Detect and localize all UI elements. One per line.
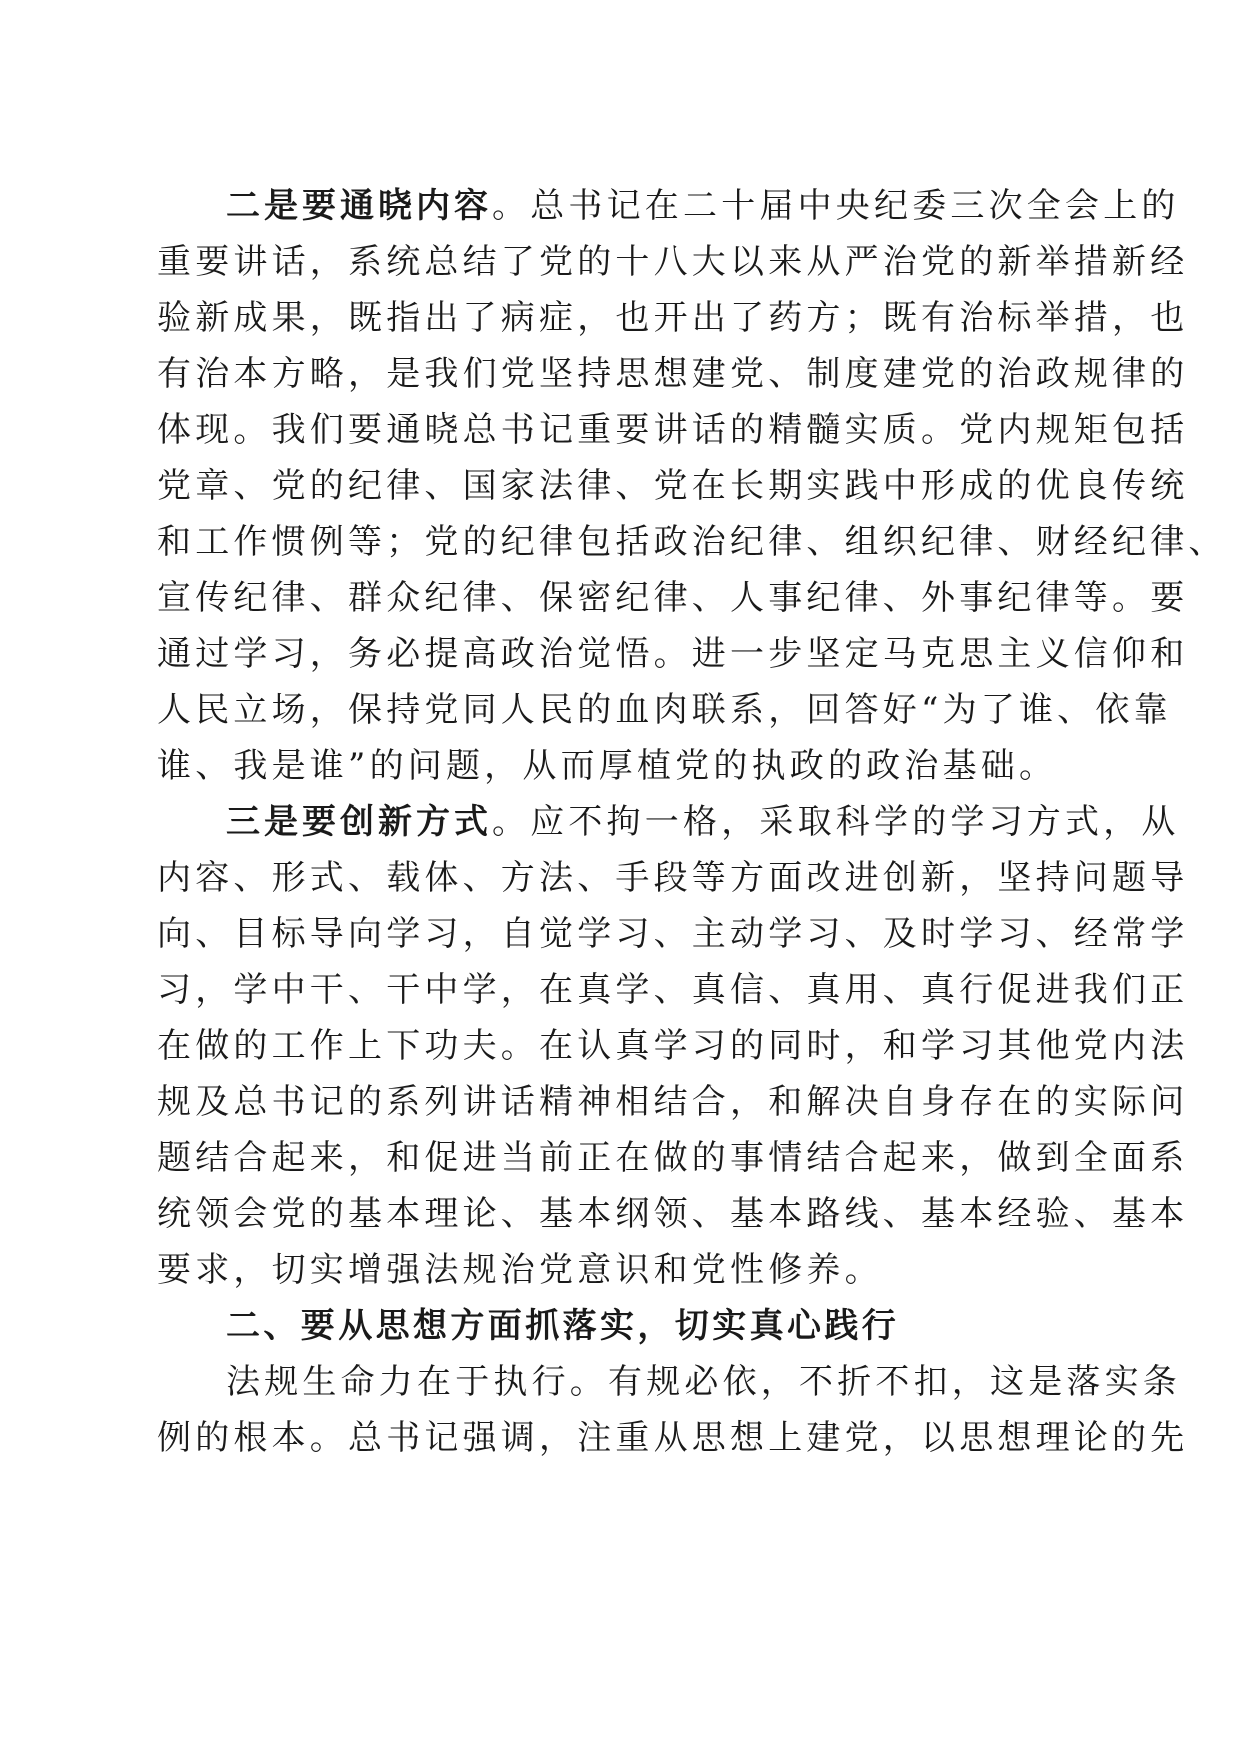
paragraph-line bbox=[226, 186, 1180, 226]
paragraph-line: 体现。我们要通晓总书记重要讲话的精髓实质。党内规矩包括 bbox=[157, 410, 1189, 450]
paragraph-line: 党章、党的纪律、国家法律、党在长期实践中形成的优良传统 bbox=[157, 466, 1189, 506]
paragraph-line: 人民立场，保持党同人民的血肉联系，回答好“为了谁、依靠 bbox=[157, 690, 1172, 730]
paragraph-line: 有治本方略，是我们党坚持思想建党、制度建党的治政规律的 bbox=[157, 354, 1189, 394]
paragraph-line: 重要讲话，系统总结了党的十八大以来从严治党的新举措新经 bbox=[157, 242, 1189, 282]
paragraph-line: 要求，切实增强法规治党意识和党性修养。 bbox=[157, 1250, 883, 1290]
paragraph-line: 向、目标导向学习，自觉学习、主动学习、及时学习、经常学 bbox=[157, 914, 1189, 954]
paragraph-line: 验新成果，既指出了病症，也开出了药方；既有治标举措，也 bbox=[157, 298, 1189, 338]
paragraph-line bbox=[226, 802, 1180, 842]
section-heading: 二、要从思想方面抓落实，切实真心践行 bbox=[226, 1306, 900, 1346]
paragraph-line: 规及总书记的系列讲话精神相结合，和解决自身存在的实际问 bbox=[157, 1082, 1189, 1122]
paragraph-text: 。总书记在二十届中央纪委三次全会上的 bbox=[492, 186, 1180, 226]
paragraph-lead-bold: 三是要创新方式 bbox=[226, 802, 492, 842]
paragraph-lead-bold: 二是要通晓内容 bbox=[226, 186, 492, 226]
paragraph-line: 宣传纪律、群众纪律、保密纪律、人事纪律、外事纪律等。要 bbox=[157, 578, 1189, 618]
paragraph-line: 和工作惯例等；党的纪律包括政治纪律、组织纪律、财经纪律、 bbox=[157, 522, 1227, 562]
paragraph-line: 题结合起来，和促进当前正在做的事情结合起来，做到全面系 bbox=[157, 1138, 1189, 1178]
paragraph-line: 谁、我是谁”的问题，从而厚植党的执政的政治基础。 bbox=[157, 746, 1058, 786]
paragraph-line: 在做的工作上下功夫。在认真学习的同时，和学习其他党内法 bbox=[157, 1026, 1189, 1066]
paragraph-line: 习，学中干、干中学，在真学、真信、真用、真行促进我们正 bbox=[157, 970, 1189, 1010]
paragraph-line: 法规生命力在于执行。有规必依，不折不扣，这是落实条 bbox=[226, 1362, 1181, 1402]
paragraph-line: 内容、形式、载体、方法、手段等方面改进创新，坚持问题导 bbox=[157, 858, 1189, 898]
paragraph-line: 统领会党的基本理论、基本纲领、基本路线、基本经验、基本 bbox=[157, 1194, 1189, 1234]
paragraph-line: 通过学习，务必提高政治觉悟。进一步坚定马克思主义信仰和 bbox=[157, 634, 1189, 674]
paragraph-line: 例的根本。总书记强调，注重从思想上建党，以思想理论的先 bbox=[157, 1418, 1189, 1458]
paragraph-text: 。应不拘一格，采取科学的学习方式，从 bbox=[492, 802, 1180, 842]
